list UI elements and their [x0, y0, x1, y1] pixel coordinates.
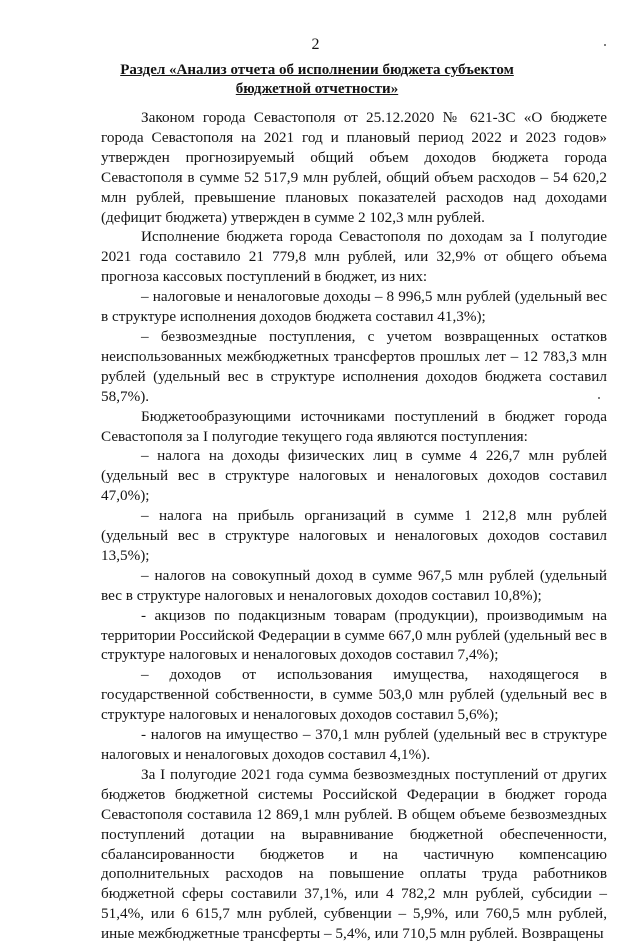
list-item-gratuitous-receipts: – безвозмездные поступления, с учетом возвращенных остатков неиспользованных межбюджетных трансфертов прошлых лет – 12 783,3 млн рублей (удельный вес в структуре исполнения доходов бюджета составил 58,7%).: [101, 327, 607, 405]
section-title: Раздел «Анализ отчета об исполнении бюджета субъектом бюджетной отчетности»: [120, 62, 514, 97]
document-body: [101, 108, 607, 944]
paragraph-transfers: За I полугодие 2021 года сумма безвозмездных поступлений от других бюджетов бюджетной системы Российской Федерации в бюджет города Севастополя составила 12 869,1 млн рублей. В общем объеме безвозмездных поступлений дотации на выравнивание бюджетной обеспеченности, сбалансированности бюджетов и на частичную компенсацию дополнительных расходов на повышение оплаты труда работников бюджетной сферы составили 37,1%, или 4 782,2 млн рублей, субсидии – 51,4%, или 6 615,7 млн рублей, субвенции – 5,9%, или 760,5 млн рублей, иные межбюджетные трансферты – 5,4%, или 710,5 млн рублей. Возвращены: [101, 765, 607, 943]
list-item-personal-income-tax: – налога на доходы физических лиц в сумме 4 226,7 млн рублей (удельный вес в структуре налоговых и неналоговых доходов составил 47,0%);: [101, 447, 607, 505]
paragraph-income-execution: Исполнение бюджета города Севастополя по доходам за I полугодие 2021 года составило 21 779,8 млн рублей, или 32,9% от общего объема прогноза кассовых поступлений в бюджет, из них:: [101, 228, 607, 286]
list-item-aggregate-income-tax: – налогов на совокупный доход в сумме 967,5 млн рублей (удельный вес в структуре налоговых и неналоговых доходов составил 10,8%);: [101, 566, 607, 604]
list-item-profit-tax: – налога на прибыль организаций в сумме 1 212,8 млн рублей (удельный вес в структуре налоговых и неналоговых доходов составил 13,5%);: [101, 507, 607, 564]
scan-speck: [598, 397, 600, 399]
list-item-property-tax: - налогов на имущество – 370,1 млн рублей (удельный вес в структуре налоговых и неналоговых доходов составил 4,1%).: [101, 726, 607, 763]
scan-speck: [604, 44, 606, 46]
list-item-tax-income: – налоговые и неналоговые доходы – 8 996,5 млн рублей (удельный вес в структуре исполнения доходов бюджета составил 41,3%);: [101, 288, 607, 326]
page-number: 2: [311, 36, 320, 53]
list-item-property-use-income: – доходов от использования имущества, находящегося в государственной собственности, в сумме 503,0 млн рублей (удельный вес в структуре налоговых и неналоговых доходов составил 5,6%);: [101, 666, 607, 724]
paragraph-budget-law: Законом города Севастополя от 25.12.2020 № 621-ЗС «О бюджете города Севастополя на 2021 год и плановый период 2022 и 2023 годов» утвержден прогнозируемый общий объем доходов бюджета города Севастополя в сумме 52 517,9 млн рублей, общий объем расходов – 54 620,2 млн рублей, превышение плановых показателей расходов над доходами (дефицит бюджета) утвержден в сумме 2 102,3 млн рублей.: [101, 109, 607, 226]
list-item-excise: - акцизов по подакцизным товарам (продукции), производимым на территории Российской Федерации в сумме 667,0 млн рублей (удельный вес в структуре налоговых и неналоговых доходов составил 7,4%);: [101, 606, 607, 664]
paragraph-budget-sources: Бюджетообразующими источниками поступлений в бюджет города Севастополя за I полугодие текущего года являются поступления:: [101, 407, 607, 445]
